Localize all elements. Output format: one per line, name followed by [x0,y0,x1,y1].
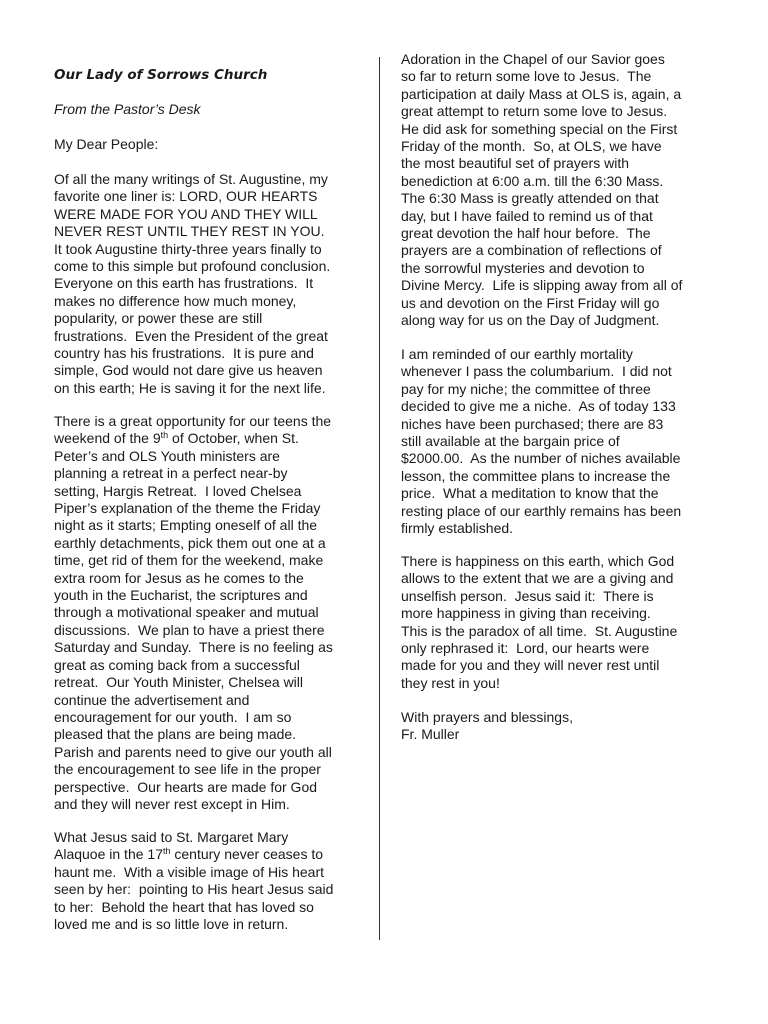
text-line: great devotion the half hour before. The [401,225,651,242]
column-divider [379,57,380,940]
text-line: to her: Behold the heart that has loved so [54,898,314,915]
text-line: us and devotion on the First Friday will go [401,294,660,311]
section-subtitle [54,101,366,118]
text-line: seen by her: pointing to His heart Jesus said [54,881,334,898]
paragraph [54,171,366,397]
text-line: simple, God would not dare give us heaven [54,362,323,379]
text-line: along way for us on the Day of Judgment. [401,312,660,329]
text-line: whenever I pass the columbarium. I did not [401,363,672,380]
text-line: discussions. We plan to have a priest there [54,621,325,638]
text-line: great attempt to return some love to Jesus. [401,103,668,120]
text-line: the encouragement to see life in the proper [54,761,321,778]
text-line: Divine Mercy. Life is slipping away from all of [401,277,683,294]
text-line: made for you and they will never rest until [401,657,660,674]
text-line: the sorrowful mysteries and devotion to [401,259,645,276]
text-line: great as coming back from a successful [54,656,300,673]
paragraph [54,829,366,933]
text-line: niches have been purchased; there are 83 [401,415,664,432]
paragraph [54,413,366,813]
text-line: From the Pastor’s Desk [54,101,201,117]
text-line: Everyone on this earth has frustrations. It [54,275,314,292]
text-line: WERE MADE FOR YOU AND THEY WILL [54,205,318,222]
text-line: Piper’s explanation of the theme the Friday [54,500,321,517]
paragraph [401,709,713,744]
text-line: Friday of the month. So, at OLS, we have [401,138,662,155]
text-line: through a motivational speaker and mutual [54,604,319,621]
text-line: setting, Hargis Retreat. I loved Chelsea [54,482,302,499]
text-line: extra room for Jesus as he comes to the [54,569,304,586]
text-line: The 6:30 Mass is greatly attended on that [401,190,659,207]
text-line: He did ask for something special on the First [401,120,678,137]
text-line: so far to return some love to Jesus. The [401,68,652,85]
text-line: prayers are a combination of reflections of [401,242,662,259]
paragraph [401,51,713,330]
text-line: There is happiness on this earth, which God [401,553,675,569]
text-line: I am reminded of our earthly mortality [401,346,633,362]
text-line: come to this simple but profound conclusion. [54,258,331,275]
text-line: favorite one liner is: LORD, OUR HEARTS [54,188,318,205]
text-line: they rest in you! [401,674,500,691]
text-line: This is the paradox of all time. St. Augustine [401,622,678,639]
text-line: My Dear People: [54,136,159,152]
text-line: $2000.00. As the number of niches available [401,450,681,467]
text-line: benediction at 6:00 a.m. till the 6:30 Mass. [401,172,664,189]
text-line: popularity, or power these are still [54,310,263,327]
text-line: With prayers and blessings, [401,709,573,725]
ordinal-superscript: th [160,430,169,441]
text-line: still available at the bargain price of [401,433,620,450]
text-line: Parish and parents need to give our youth all [54,743,332,760]
text-line: night as it starts; Empting oneself of all the [54,517,318,534]
text-line: There is a great opportunity for our teens the [54,413,332,429]
text-line: participation at daily Mass at OLS is, again, a [401,85,682,102]
text-line: Saturday and Sunday. There is no feeling as [54,639,333,656]
text-line: makes no difference how much money, [54,292,297,309]
text-line: resting place of our earthly remains has been [401,502,682,519]
text-line: the most beautiful set of prayers with [401,155,629,172]
text-line: loved me and is so little love in return. [54,916,289,933]
text-line: perspective. Our hearts are made for God [54,778,318,795]
text-line: Peter’s and OLS Youth ministers are [54,447,280,464]
text-line: earthly detachments, pick them out one at a [54,534,326,551]
text-line: only rephrased it: Lord, our hearts were [401,640,650,657]
text-line: frustrations. Even the President of the great [54,327,328,344]
text-line: allows to the extent that we are a giving and [401,570,674,587]
text-line: Of all the many writings of St. Augustine, my [54,171,328,187]
text-line: lesson, the committee plans to increase the [401,467,671,484]
text-line: It took Augustine thirty-three years finally to [54,240,322,257]
text-line: youth in the Eucharist, the scriptures and [54,587,308,604]
text-line: Fr. Muller [401,726,460,743]
text-line: continue the advertisement and [54,691,250,708]
text-line: retreat. Our Youth Minister, Chelsea will [54,674,304,691]
text-line: time, get rid of them for the weekend, make [54,552,324,569]
text-line: pleased that the plans are being made. [54,726,297,743]
text-line: Our Lady of Sorrows Church [54,67,268,83]
paragraph [54,136,366,153]
ordinal-superscript: th [162,846,171,857]
text-line: haunt me. With a visible image of His heart [54,863,325,880]
text-line: planning a retreat in a perfect near-by [54,465,288,482]
text-line: decided to give me a niche. As of today 133 [401,398,676,415]
text-line: price. What a meditation to know that the [401,485,659,502]
text-line: Alaquoe in the 17th century never ceases to [54,846,324,863]
paragraph [401,346,713,537]
text-line: encouragement for our youth. I am so [54,708,292,725]
text-line: NEVER REST UNTIL THEY REST IN YOU. [54,223,325,240]
text-line: weekend of the 9th of October, when St. [54,430,299,447]
text-line: unselfish person. Jesus said it: There is [401,587,654,604]
text-line: pay for my niche; the committee of three [401,380,651,397]
text-line: Adoration in the Chapel of our Savior goes [401,51,665,67]
church-title [54,67,366,84]
text-line: firmly established. [401,520,514,537]
text-line: on this earth; He is saving it for the next life. [54,379,326,396]
text-line: country has his frustrations. It is pure and [54,345,314,362]
text-line: more happiness in giving than receiving. [401,605,651,622]
text-line: What Jesus said to St. Margaret Mary [54,829,289,845]
text-line: and they will never rest except in Him. [54,795,290,812]
text-line: day, but I have failed to remind us of that [401,207,653,224]
paragraph [401,553,713,692]
